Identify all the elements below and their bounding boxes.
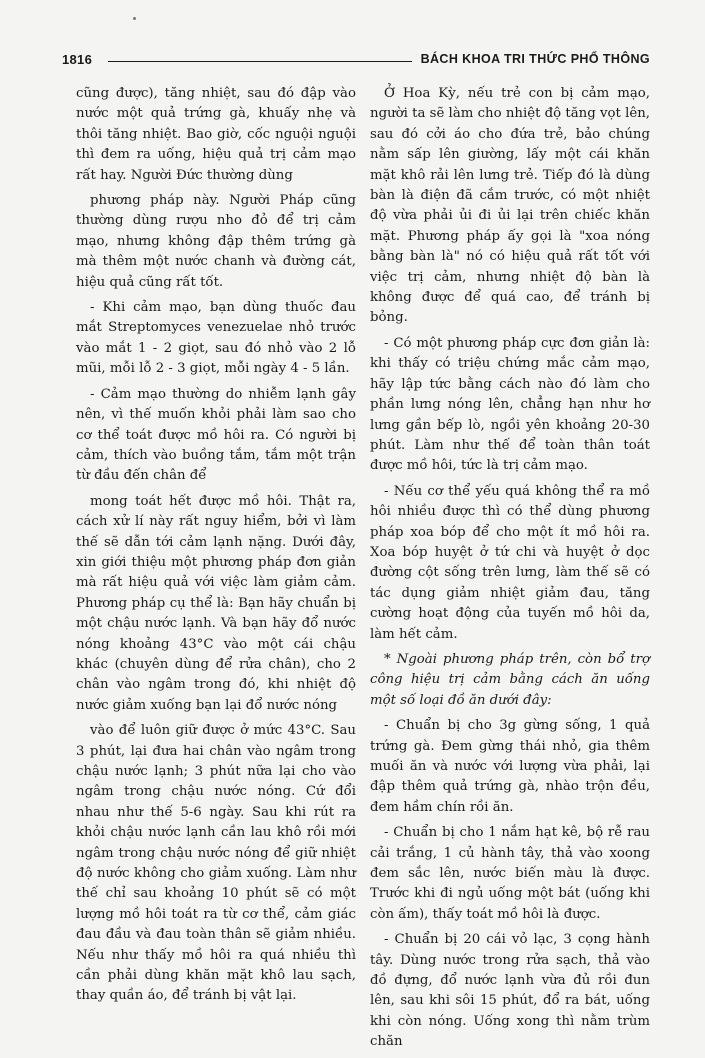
paragraph: - Nếu cơ thể yếu quá không thể ra mồ hôi nhiều được thì có thể dùng phương pháp xoa bóp để cho một ít mồ hôi ra. Xoa bóp huyệt ở tứ chi và huyệt ở dọc đường cột sống trên lưng, làm thế sẽ có tác dụng giảm nhiệt giảm đau, tăng cường hoạt động của tuyến mồ hôi da, làm hết cảm.	[370, 483, 650, 642]
left-column	[76, 84, 356, 1012]
paragraph: - Chuẩn bị 20 cái vỏ lạc, 3 cọng hành tây. Dùng nước trong rửa sạch, thả vào đồ đựng, đổ nước lạnh vừa đủ rồi đun lên, sau khi sôi 15 phút, đổ ra bát, uống khi còn nóng. Uống xong thì nằm trùm chăn	[370, 932, 650, 1050]
paragraph: - Cảm mạo thường do nhiễm lạnh gây nên, vì thế muốn khỏi phải làm sao cho cơ thể toát được mồ hôi ra. Có người bị cảm, thích vào buồng tắm, tắm một trận từ đầu đến chân để	[76, 386, 356, 484]
paragraph: vào để luôn giữ được ở mức 43°C. Sau 3 phút, lại đưa hai chân vào ngâm trong chậu nước lạnh; 3 phút nữa lại cho vào ngâm trong chậu nước nóng. Cứ đổi nhau như thế 5-6 ngày. Sau khi rút ra khỏi chậu nước lạnh cần lau khô rồi mới ngâm trong chậu nước nóng để giữ nhiệt độ nước không cho giảm xuống. Làm như thế chỉ sau khoảng 10 phút sẽ có một lượng mồ hôi toát ra từ cơ thể, cảm giác đau đầu và đau toàn thân sẽ giảm nhiều. Nếu như thấy mồ hôi ra quá nhiều thì cần phải dùng khăn mặt khô lau sạch, thay quần áo, để tránh bị vật lại.	[76, 723, 356, 1004]
paragraph: - Khi cảm mạo, bạn dùng thuốc đau mắt Streptomyces venezuelae nhỏ trước vào mắt 1 - 2 giọt, sau đó nhỏ vào 2 lỗ mũi, mỗi lỗ 2 - 3 giọt, mỗi ngày 4 - 5 lần.	[76, 300, 356, 377]
paragraph: - Có một phương pháp cực đơn giản là: khi thấy có triệu chứng mắc cảm mạo, hãy lập tức bằng cách nào đó làm cho phần lưng nóng lên, chẳng hạn như hơ lưng gần bếp lò, ngồi yên khoảng 20-30 phút. Làm như thế để toàn thân toát được mồ hôi, tức là trị cảm mạo.	[370, 335, 650, 474]
paragraph: mong toát hết được mồ hôi. Thật ra, cách xử lí này rất nguy hiểm, bởi vì làm thế sẽ dẫn tới cảm lạnh nặng. Dưới đây, xin giới thiệu một phương pháp đơn giản mà rất hiệu quả với việc làm giảm cảm. Phương pháp cụ thể là: Bạn hãy chuẩn bị một chậu nước lạnh. Và bạn hãy đổ nước nóng khoảng 43°C vào một cái chậu khác (chuyên dùng để rửa chân), cho 2 chân vào ngâm trong đó, khi nhiệt độ nước giảm xuống bạn lại đổ nước nóng	[76, 493, 356, 713]
page-number: 1816	[62, 52, 93, 67]
paragraph: - Chuẩn bị cho 3g gừng sống, 1 quả trứng gà. Đem gừng thái nhỏ, gia thêm muối ăn và nước với lượng vừa phải, lại đập thêm quả trứng gà, nhào trộn đều, đem hầm chín rồi ăn.	[370, 718, 650, 815]
header-rule	[108, 61, 412, 62]
note-paragraph: * Ngoài phương pháp trên, còn bổ trợ công hiệu trị cảm bằng cách ăn uống một số loại đồ ăn dưới đây:	[370, 651, 650, 708]
running-title: BÁCH KHOA TRI THỨC PHỔ THÔNG	[420, 52, 650, 66]
paragraph: cũng được), tăng nhiệt, sau đó đập vào nước một quả trứng gà, khuấy nhẹ và thôi tăng nhiệt. Bao giờ, cốc nguội nguội thì đem ra uống, hiệu quả trị cảm mạo rất hay. Người Đức thường dùng	[76, 86, 356, 183]
paragraph: Ở Hoa Kỳ, nếu trẻ con bị cảm mạo, người ta sẽ làm cho nhiệt độ tăng vọt lên, sau đó cởi áo cho đứa trẻ, bảo chúng nằm sấp lên giường, lấy một cái khăn mặt khô rải lên lưng trẻ. Tiếp đó là dùng bàn là điện đã cắm trước, có một nhiệt độ vừa phải ủi đi ủi lại trên chiếc khăn mặt. Phương pháp ấy gọi là "xoa nóng bằng bàn là" nó có hiệu quả rất tốt với việc trị cảm, nhưng nhiệt độ bàn là không được để quá cao, để tránh bị bỏng.	[370, 86, 650, 326]
paragraph: - Chuẩn bị cho 1 nắm hạt kê, bộ rễ rau cải trắng, 1 củ hành tây, thả vào xoong đem sắc lên, nước biến màu là được. Trước khi đi ngủ uống một bát (uống khi còn ấm), thấy toát mồ hôi là được.	[370, 825, 650, 922]
paragraph: phương pháp này. Người Pháp cũng thường dùng rượu nho đỏ để trị cảm mạo, nhưng không đập thêm trứng gà mà thêm một nước chanh và đường cát, hiệu quả cũng rất tốt.	[76, 193, 356, 290]
page-header	[62, 52, 650, 72]
scan-speck	[133, 17, 136, 20]
right-column	[370, 84, 650, 1058]
